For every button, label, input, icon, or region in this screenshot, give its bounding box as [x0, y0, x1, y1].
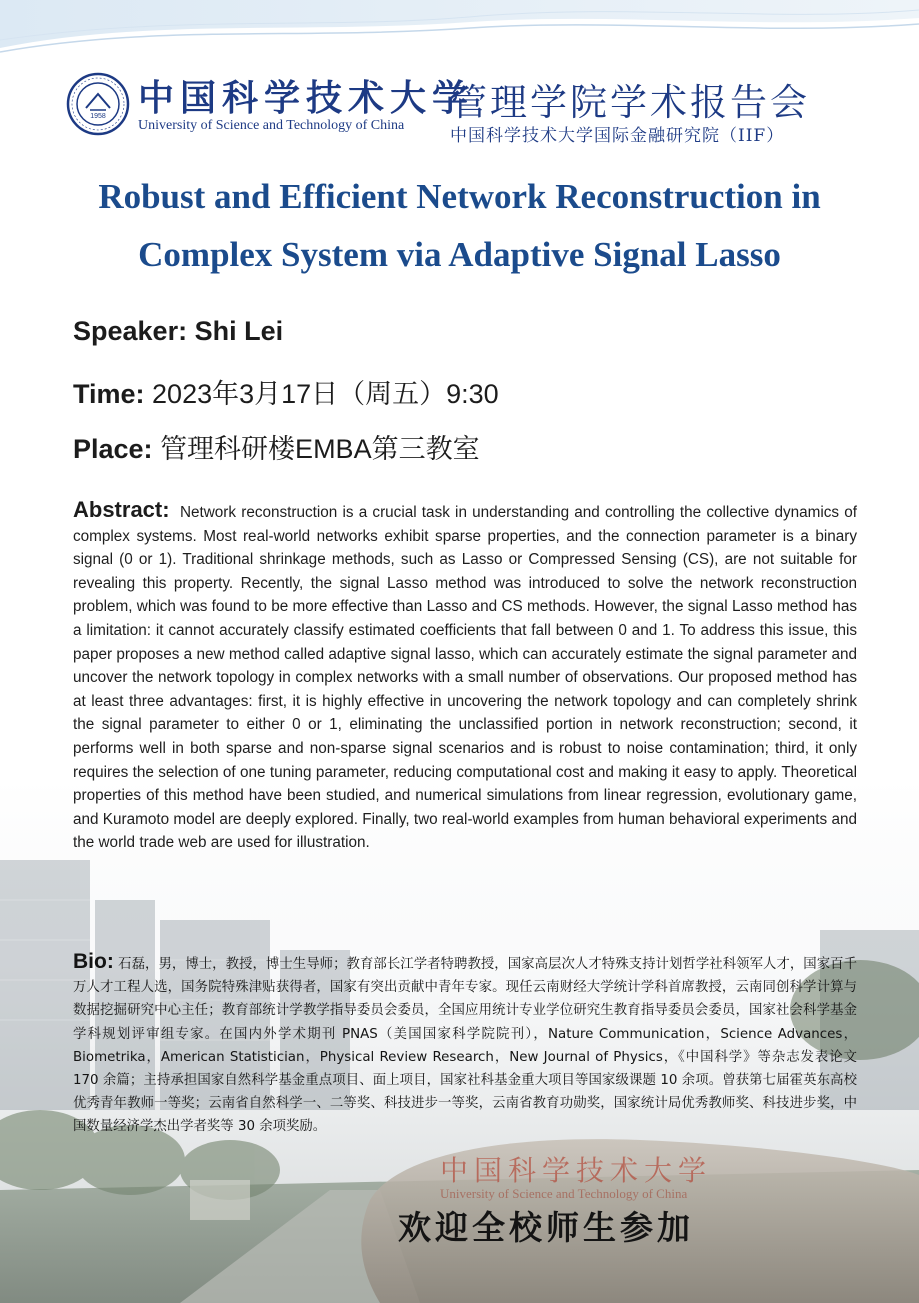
university-seal-icon: [66, 72, 130, 136]
university-name-en: University of Science and Technology of China: [138, 118, 405, 133]
welcome-message: 欢迎全校师生参加: [398, 1208, 694, 1247]
svg-text:1958: 1958: [90, 113, 106, 120]
bio-text: 石磊，男，博士，教授，博士生导师；教育部长江学者特聘教授，国家高层次人才特殊支持计划哲学社科领军人才，国家百千万人才工程人选，国务院特殊津贴获得者，国家有突出贡献中青年专家。现任云南财经大学统计学科首席教授，云南同创科学计算与数据挖掘研究中心主任；教育部统计学教学指导委员会委员，全国应用统计专业学位研究生教育指导委员会委员，国家社会科学基金学科规划评审组专家。在国内外学术期刊 PNAS（美国国家科学院院刊），Nature Communication，Science Advances，Biometrika，American Statistician，Physical Review Research，New Journal of Physics，《中国科学》等杂志发表论文 170 余篇；主持承担国家自然科学基金重点项目、面上项目，国家社科基金重大项目等国家级课题 10 余项。曾获第七届霍英东高校优秀青年教师一等奖；云南省自然科学一、二等奖、科技进步一等奖，云南省教育功勋奖，国家统计局优秀教师奖、科技进步奖，中国数量经济学杰出学者奖等 30 余项奖励。: [73, 957, 857, 1135]
stone-inscription-en: University of Science and Technology of China: [440, 1186, 688, 1201]
speaker-label: Speaker:: [73, 316, 195, 346]
stone-inscription: 中国科学技术大学: [440, 1154, 713, 1187]
university-name-cn: 中国科学技术大学: [138, 77, 475, 119]
place-label: Place:: [73, 434, 161, 464]
top-wave: [0, 0, 919, 48]
talk-title-line: Complex System via Adaptive Signal Lasso: [138, 235, 781, 274]
series-title: 管理学院学术报告会: [450, 81, 810, 124]
talk-title-line: Robust and Efficient Network Reconstruction in: [98, 177, 821, 216]
place-line: [73, 427, 480, 466]
time-value: 2023年3月17日（周五）9:30: [152, 379, 499, 409]
abstract-label: Abstract:: [73, 497, 170, 522]
bio-label: Bio:: [73, 950, 114, 973]
speaker-name: Shi Lei: [194, 316, 284, 346]
time-label: Time:: [73, 379, 153, 409]
bio: [73, 950, 857, 1139]
place-value: 管理科研楼EMBA第三教室: [160, 434, 480, 464]
abstract-text: Network reconstruction is a crucial task in understanding and controlling the collective dynamics of complex systems. Most real-world networks exhibit sparse properties, and the connection parameter is a binary signal (0 or 1). Traditional shrinkage methods, such as Lasso or Compressed Sensing (CS), are not suitable for revealing this property. Recently, the signal Lasso method was introduced to solve the network reconstruction problem, which was found to be more effective than Lasso and CS methods. However, the signal Lasso method has a limitation: it cannot accurately classify estimated coefficients that fall between 0 and 1. To address this issue, this paper proposes a new method called adaptive signal lasso, which can accurately estimate the signal parameter and uncover the network topology in complex networks with a small number of observations. Our proposed method has at least three advantages: first, it is highly effective in uncovering the network topology and can completely shrink the signal parameter to either 0 or 1, eliminating the unclassified portion in network reconstruction; second, it performs well in both sparse and non-sparse signal scenarios and is robust to noise contamination; third, it only requires the selection of one tuning parameter, reducing computational cost and making it easy to apply. Theoretical properties of this method have been studied, and numerical simulations from linear regression, evolutionary game, and Kuramoto model are deeply explored. Finally, two real-world examples from human behavioral experiments and the world trade web are used for illustration.: [73, 504, 857, 852]
time-line: [73, 372, 499, 411]
series-subtitle: 中国科学技术大学国际金融研究院（IIF）: [450, 126, 785, 146]
talk-title: [40, 168, 879, 284]
abstract: [73, 498, 857, 855]
speaker-line: [73, 316, 283, 347]
